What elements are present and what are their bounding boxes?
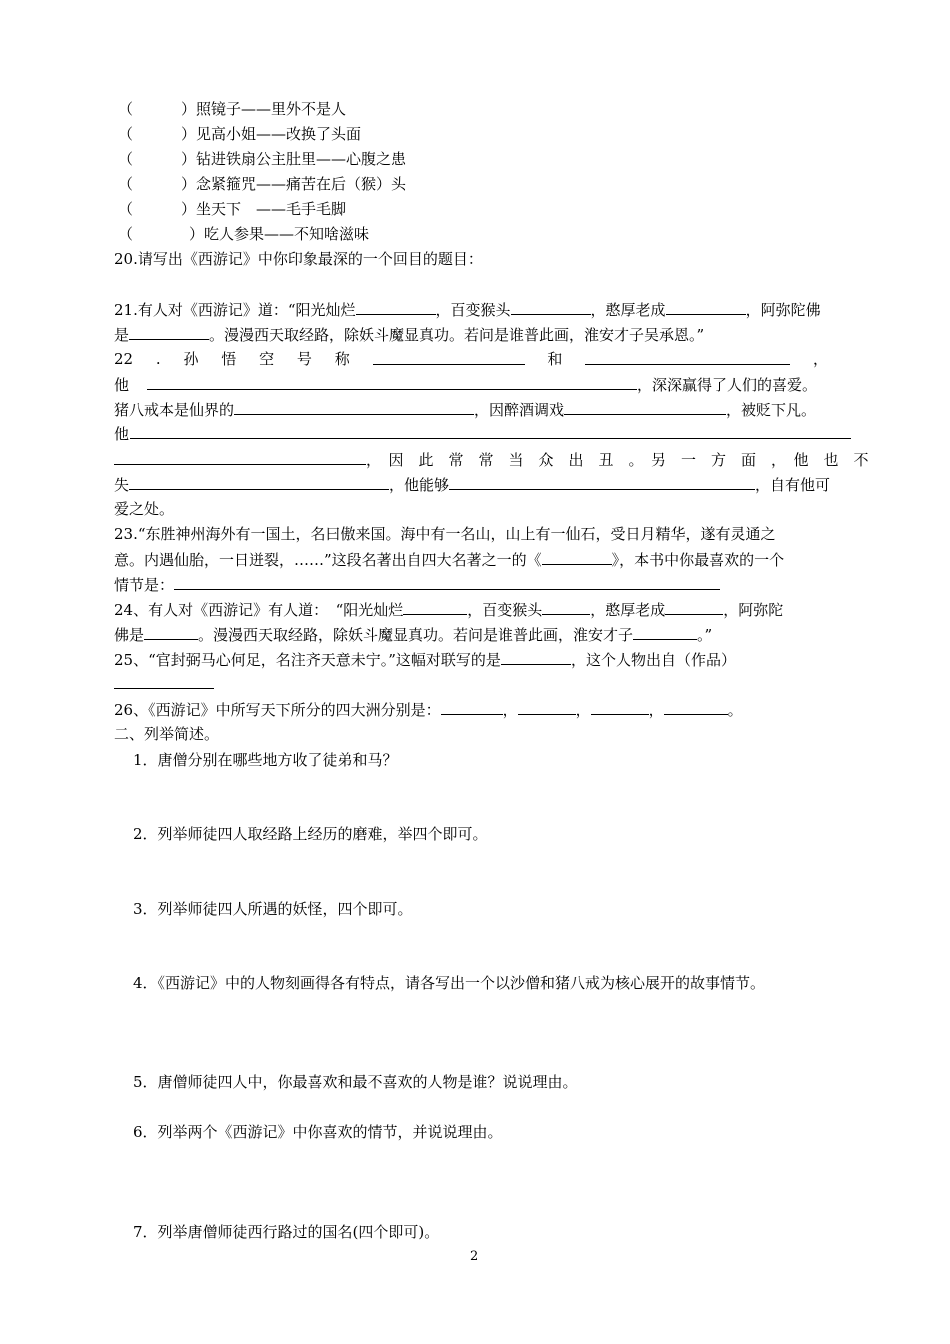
question-23-line1: 23.“东胜神州海外有一国土，名曰傲来国。海中有一名山，山上有一仙石，受日月精华，遂有灵通之 [114,525,776,543]
short-answer-question: 7．列举唐僧师徒西行路过的国名(四个即可)。 [133,1223,440,1241]
matching-item: （ ）吃人参果——不知啥滋味 [118,225,370,243]
short-answer-question: 3．列举师徒四人所遇的妖怪，四个即可。 [133,900,413,918]
question-22-line2: 他 ，深深赢得了人们的喜爱。 [114,376,818,394]
question-22-line1: 22 . 孙 悟 空 号 称 和 ， [114,350,828,368]
question-23-line3: 情节是： [114,574,720,595]
question-24-line2: 佛是 。漫漫西天取经路，除妖斗魔显真功。若问是谁普此画，淮安才子 。” [114,626,713,644]
matching-item: （ ）照镜子——里外不是人 [118,100,347,118]
short-answer-question: 2．列举师徒四人取经路上经历的磨难，举四个即可。 [133,825,488,843]
question-26: 26、《西游记》中所写天下所分的四大洲分别是： ， ， ， 。 [114,701,743,719]
short-answer-question: 1．唐僧分别在哪些地方收了徒弟和马？ [133,751,398,769]
matching-item: （ ）见高小姐——改换了头面 [118,125,362,143]
question-22-line6: 失 ，他能够 ，自有他可 [114,476,831,494]
question-23-line2: 意。内遇仙胎，一日迸裂，……”这段名著出自四大名著之一的《 》，本书中你最喜欢的一个 [114,551,785,569]
section-heading: 二、列举简述。 [114,725,220,743]
answer-line [130,438,851,439]
question-22-line5: ， 因 此 常 常 当 众 出 丑 。 另 一 方 面 ， 他 也 不 [114,449,869,470]
question-24-line1: 24、有人对《西游记》有人道： “阳光灿烂 ，百变猴头 ，憨厚老成 ，阿弥陀 [114,601,784,619]
question-20: 20.请写出《西游记》中你印象最深的一个回目的题目： [114,250,483,268]
short-answer-question: 4．《西游记》中的人物刻画得各有特点，请各写出一个以沙僧和猪八戒为核心展开的故事情节。 [133,974,766,992]
matching-item: （ ）坐天下 ——毛手毛脚 [118,200,347,218]
short-answer-question: 6．列举两个《西游记》中你喜欢的情节，并说说理由。 [133,1123,503,1141]
matching-item: （ ）钻进铁扇公主肚里——心腹之患 [118,150,407,168]
page-number: 2 [470,1249,479,1264]
answer-line [114,688,214,689]
matching-item: （ ）念紧箍咒——痛苦在后（猴）头 [118,175,407,193]
short-answer-question: 5．唐僧师徒四人中，你最喜欢和最不喜欢的人物是谁？说说理由。 [133,1073,578,1091]
question-21-line1: 21.有人对《西游记》道：“阳光灿烂 ，百变猴头 ，憨厚老成 ，阿弥陀佛 [114,301,821,319]
question-22-line4: 他 [114,425,130,443]
question-25: 25、“官封弼马心何足，名注齐天意未宁。”这幅对联写的是 ，这个人物出自（作品） [114,651,736,669]
question-22-line7: 爱之处。 [114,500,175,518]
question-21-line2: 是 。漫漫西天取经路，除妖斗魔显真功。若问是谁普此画，淮安才子吴承恩。” [114,326,705,344]
question-22-line3: 猪八戒本是仙界的 ，因醉酒调戏 ，被贬下凡。 [114,401,817,419]
